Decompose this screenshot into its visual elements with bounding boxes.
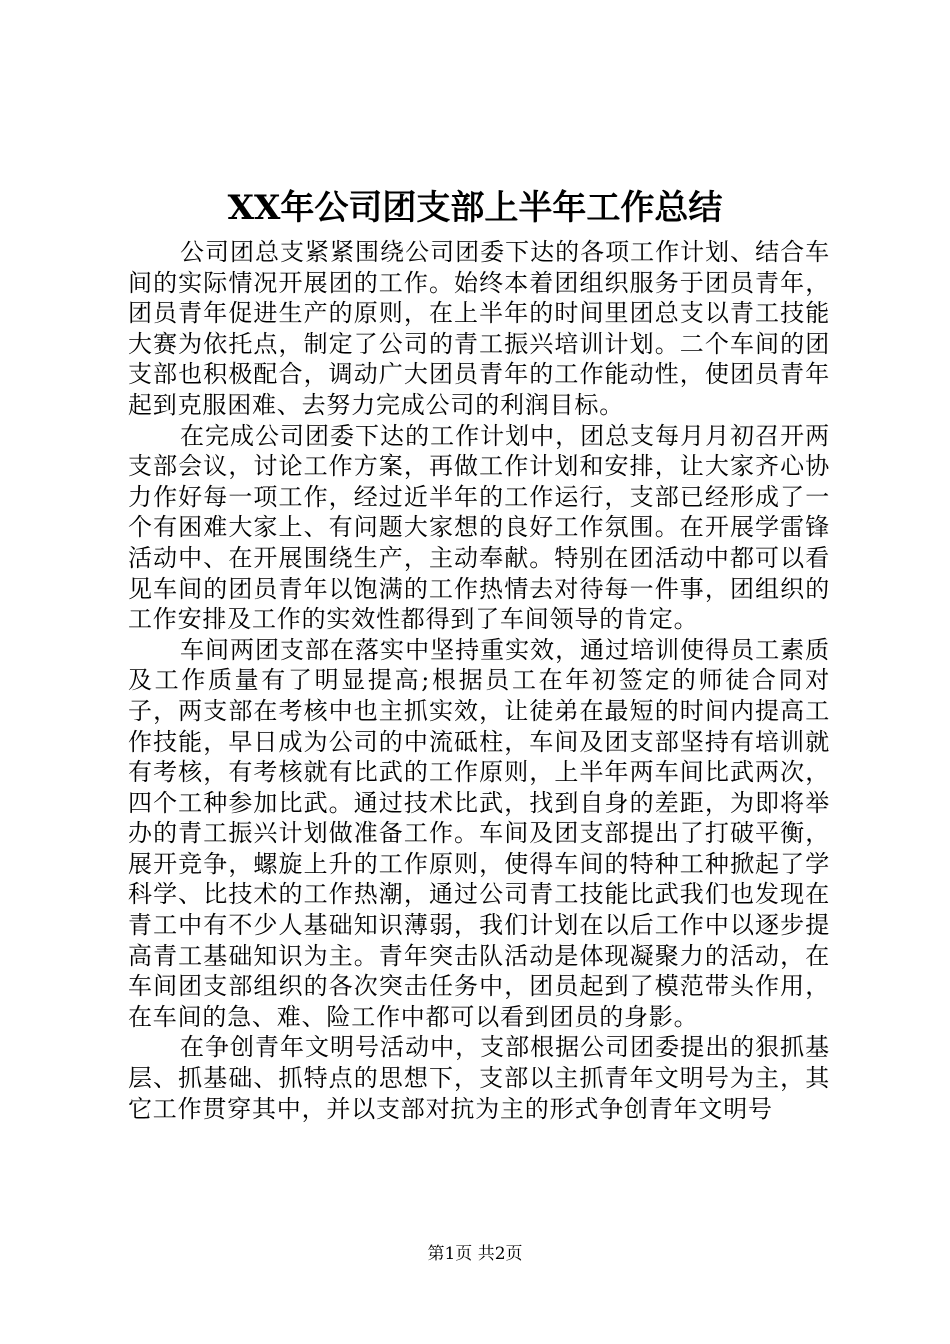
- paragraph: 公司团总支紧紧围绕公司团委下达的各项工作计划、结合车间的实际情况开展团的工作。始终本着团组织服务于团员青年，团员青年促进生产的原则，在上半年的时间里团总支以青工技能大赛为依托点，制定了公司的青工振兴培训计划。二个车间的团支部也积极配合，调动广大团员青年的工作能动性，使团员青年起到克服困难、去努力完成公司的利润目标。: [128, 238, 830, 419]
- page-number-footer: 第1页 共2页: [427, 1244, 523, 1264]
- paragraph: 车间两团支部在落实中坚持重实效，通过培训使得员工素质及工作质量有了明显提高;根据员工在年初签定的师徒合同对子，两支部在考核中也主抓实效，让徒弟在最短的时间内提高工作技能，早日成为公司的中流砥柱，车间及团支部坚持有培训就有考核，有考核就有比武的工作原则，上半年两车间比武两次，四个工种参加比武。通过技术比武，找到自身的差距，为即将举办的青工振兴计划做准备工作。车间及团支部提出了打破平衡，展开竞争，螺旋上升的工作原则，使得车间的特种工种掀起了学科学、比技术的工作热潮，通过公司青工技能比武我们也发现在青工中有不少人基础知识薄弱，我们计划在以后工作中以逐步提高青工基础知识为主。青年突击队活动是体现凝聚力的活动，在车间团支部组织的各次突击任务中，团员起到了模范带头作用，在车间的急、难、险工作中都可以看到团员的身影。: [128, 635, 830, 1031]
- paragraph: 在争创青年文明号活动中，支部根据公司团委提出的狠抓基层、抓基础、抓特点的思想下，支部以主抓青年文明号为主，其它工作贯穿其中，并以支部对抗为主的形式争创青年文明号: [128, 1033, 830, 1123]
- paragraph: 在完成公司团委下达的工作计划中，团总支每月月初召开两支部会议，讨论工作方案，再做工作计划和安排，让大家齐心协力作好每一项工作，经过近半年的工作运行，支部已经形成了一个有困难大家上、有问题大家想的良好工作氛围。在开展学雷锋活动中、在开展围绕生产，主动奉献。特别在团活动中都可以看见车间的团员青年以饱满的工作热情去对待每一件事，团组织的工作安排及工作的实效性都得到了车间领导的肯定。: [128, 421, 830, 634]
- document-body: [128, 237, 830, 1124]
- document-title: XX年公司团支部上半年工作总结: [227, 188, 723, 228]
